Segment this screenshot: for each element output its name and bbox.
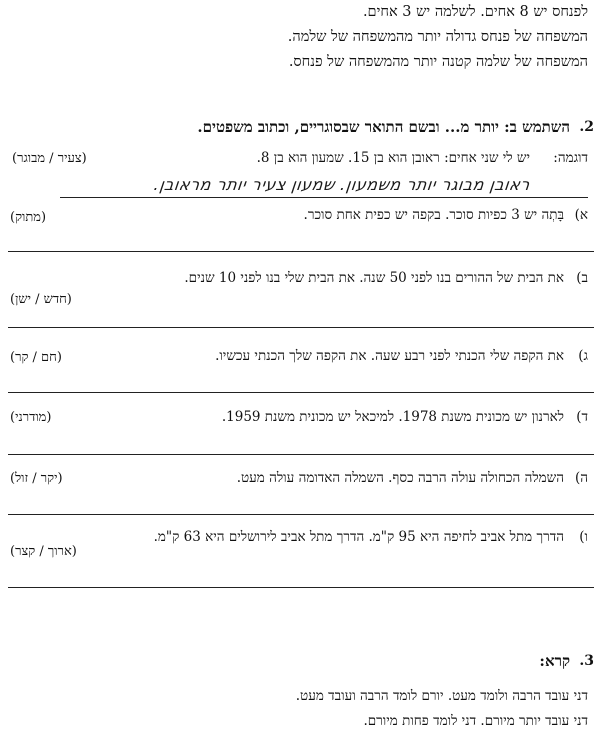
section-2-title: השתמש ב: יותר מ... ובשם התואר שבסוגריים, וכתוב משפטים. bbox=[197, 118, 570, 136]
item-v-text: הדרך מתל אביב לחיפה היא 95 ק"מ. הדרך מתל אביב לירושלים היא 63 ק"מ. bbox=[153, 529, 564, 545]
item-h-hint: (יקר / זול) bbox=[10, 471, 63, 486]
item-b-text: את הבית של ההורים בנו לפני 50 שנה. את הבית שלי בנו לפני 10 שנים. bbox=[184, 270, 564, 286]
item-d-answer-line bbox=[8, 454, 594, 455]
item-a-hint: (מתוק) bbox=[10, 210, 47, 225]
intro-line-1: לפנחס יש 8 אחים. לשלמה יש 3 אחים. bbox=[362, 4, 588, 20]
section-3-line-1: דני עובד הרבה ולומד מעט. יורם לומד הרבה ועובד מעט. bbox=[295, 688, 588, 704]
item-g-text: את הקפה שלי הכנתי לפני רבע שעה. את הקפה שלך הכנתי עכשיו. bbox=[215, 348, 564, 364]
item-h-answer-line bbox=[8, 514, 594, 515]
item-v-hint: (ארוך / קצר) bbox=[10, 544, 77, 559]
item-d-letter: ד) bbox=[576, 409, 588, 425]
example-answer-line bbox=[60, 197, 588, 198]
item-g-hint: (חם / קר) bbox=[10, 350, 62, 365]
item-b-answer-line bbox=[8, 327, 594, 328]
item-d-hint: (מודרני) bbox=[10, 410, 52, 425]
example-handwritten-answer: ראובן מבוגר יותר משמעון. שמעון צעיר יותר מראובן. bbox=[152, 175, 532, 194]
item-g-answer-line bbox=[8, 392, 594, 393]
example-label: דוגמה: bbox=[553, 150, 588, 166]
item-b-hint: (חדש / ישן) bbox=[10, 292, 72, 307]
section-3-number: 3. bbox=[579, 653, 594, 669]
item-h-letter: ה) bbox=[574, 470, 588, 486]
item-a-answer-line bbox=[8, 251, 594, 252]
item-v-answer-line bbox=[8, 587, 594, 588]
intro-line-2: המשפחה של פנחס גדולה יותר מהמשפחה של שלמה. bbox=[287, 29, 588, 45]
item-d-text: לארנון יש מכונית משנת 1978. למיכאל יש מכונית משנת 1959. bbox=[221, 409, 564, 425]
example-hint: (צעיר / מבוגר) bbox=[12, 151, 87, 166]
item-a-letter: א) bbox=[574, 207, 588, 223]
item-b-letter: ב) bbox=[576, 270, 588, 286]
item-v-letter: ו) bbox=[579, 529, 588, 545]
item-g-letter: ג) bbox=[578, 348, 588, 364]
intro-line-3: המשפחה של שלמה קטנה יותר מהמשפחה של פנחס. bbox=[288, 54, 588, 70]
item-h-text: השמלה הכחולה עולה הרבה כסף. השמלה האדומה עולה מעט. bbox=[236, 470, 564, 486]
section-3-line-2: דני עובד יותר מיורם. דני לומד פחות מיורם. bbox=[363, 713, 588, 729]
example-text: יש לי שני אחים: ראובן הוא בן 15. שמעון הוא בן 8. bbox=[256, 150, 530, 166]
section-3-title: קרא: bbox=[539, 652, 570, 670]
section-2-number: 2. bbox=[579, 119, 594, 135]
item-a-text: בָּתְה יש 3 כפיות סוכר. בקפה יש כפית אחת סוכר. bbox=[303, 207, 564, 223]
